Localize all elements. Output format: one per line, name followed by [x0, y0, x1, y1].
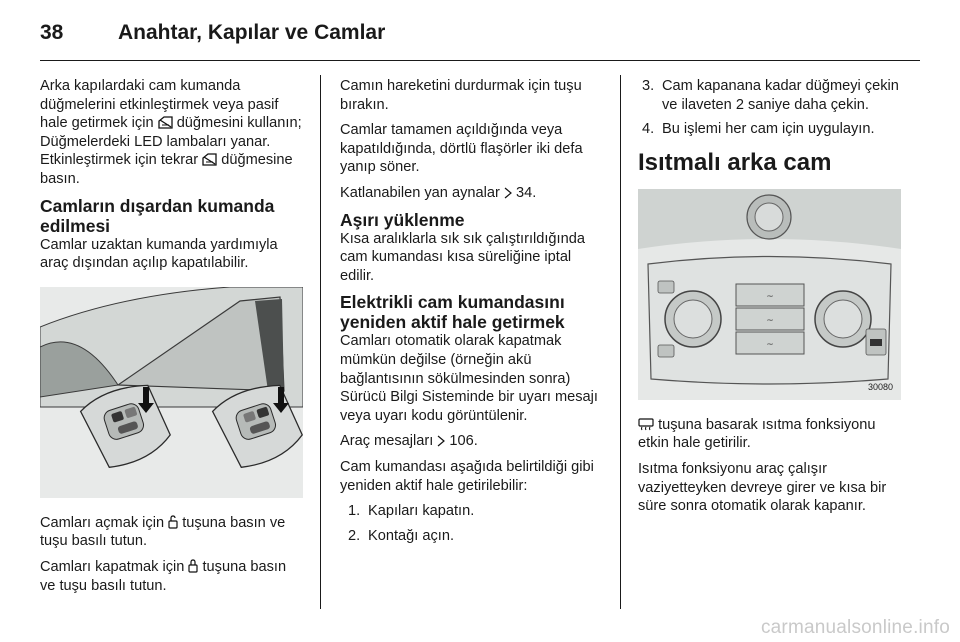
- key-unlock-icon: [168, 515, 178, 529]
- heading-overload: Aşırı yüklenme: [340, 209, 465, 230]
- figure-remote-key-window: [40, 287, 303, 498]
- heading-reactivate: Elektrikli cam kumandasını yeniden aktif hale getirmek: [340, 292, 565, 333]
- paragraph-close-windows: Camları kapatmak için tuşuna basın ve tuşu basılı tutun.: [40, 558, 287, 594]
- header-divider: [40, 60, 920, 61]
- page-reference[interactable]: 106.: [449, 433, 478, 450]
- remote-key-illustration: [40, 287, 303, 498]
- list-item: 3. Cam kapanana kadar düğmeyi çekin ve ilaveten 2 saniye daha çekin.: [642, 78, 899, 113]
- paragraph-stop-window: Camın hareketini durdurmak için tuşu bırakın.: [340, 78, 582, 113]
- page-reference[interactable]: 34.: [515, 184, 537, 201]
- paragraph-hazard-flash: Camlar tamamen açıldığında veya kapatıldığında, dörtlü flaşörler iki defa yanıp söner.: [340, 122, 583, 176]
- page-reference-arrow-icon: [504, 187, 512, 199]
- chapter-title: Anahtar, Kapılar ve Camlar: [118, 21, 386, 44]
- paragraph-folding-mirrors: Katlanabilen yan aynalar 34.: [340, 184, 537, 201]
- paragraph-open-windows: Camları açmak için tuşuna basın ve tuşu basılı tutun.: [40, 514, 286, 550]
- page-reference-arrow-icon: [437, 435, 445, 447]
- paragraph-window-lock: Arka kapılardaki cam kumanda düğmelerini etkinleştirmek veya pasif hale getirmek için düğmesini kullanın; Düğmelerdeki LED lambaları yanar. Etkinleştirmek için tekrar düğmesine basın.: [40, 78, 302, 187]
- window-lock-icon: [158, 116, 173, 129]
- rear-window-heating-icon: [638, 418, 654, 431]
- list-item: 1. Kapıları kapatın.: [348, 503, 475, 520]
- svg-text:~: ~: [766, 339, 774, 350]
- key-lock-icon: [188, 559, 198, 573]
- svg-text:~: ~: [766, 315, 774, 326]
- page-header: [40, 18, 385, 48]
- column-3: [638, 77, 903, 523]
- figure-climate-panel: [638, 189, 901, 400]
- column-1: [40, 77, 305, 602]
- heading-remote-control: Camların dışardan kumanda edilmesi: [40, 195, 275, 236]
- column-divider-2: [620, 75, 621, 609]
- column-divider-1: [320, 75, 321, 609]
- window-lock-icon: [202, 153, 217, 166]
- watermark: carmanualsonline.info: [760, 617, 950, 638]
- paragraph-reactivate-steps-intro: Cam kumandası aşağıda belirtildiği gibi yeniden aktif hale getirilebilir:: [340, 458, 594, 494]
- heading-heated-rear-window: Isıtmalı arka cam: [638, 148, 832, 176]
- list-item: 4. Bu işlemi her cam için uygulayın.: [642, 121, 875, 138]
- reactivate-steps-list-continued: [638, 77, 903, 139]
- paragraph-overload: Kısa aralıklarla sık sık çalıştırıldığında cam kumandası kısa süreliğine iptal edilir.: [340, 230, 585, 284]
- reactivate-steps-list: [340, 502, 605, 545]
- paragraph-heating-auto-off: Isıtma fonksiyonu araç çalışır vaziyetteyken devreye girer ve kısa bir süre sonra otomatik olarak kapanır.: [638, 460, 887, 515]
- column-2: [340, 77, 605, 551]
- paragraph-remote-intro: Camlar uzaktan kumanda yardımıyla araç dışından açılıp kapatılabilir.: [40, 236, 278, 272]
- figure-code: 30080: [867, 382, 893, 393]
- list-item: 2. Kontağı açın.: [348, 527, 455, 544]
- svg-text:~: ~: [766, 291, 774, 302]
- climate-panel-illustration: [638, 189, 901, 400]
- page-number: 38: [40, 21, 64, 44]
- paragraph-vehicle-messages: Araç mesajları 106.: [340, 433, 478, 450]
- paragraph-reactivate-intro: Camları otomatik olarak kapatmak mümkün değilse (örneğin akü bağlantısının sökülmesinden sonra) Sürücü Bilgi Sisteminde bir uyarı mesajı veya uyarı kodu görüntülenir.: [340, 333, 598, 424]
- paragraph-heating-button: tuşuna basarak ısıtma fonksiyonu etkin hale getirilir.: [638, 416, 876, 452]
